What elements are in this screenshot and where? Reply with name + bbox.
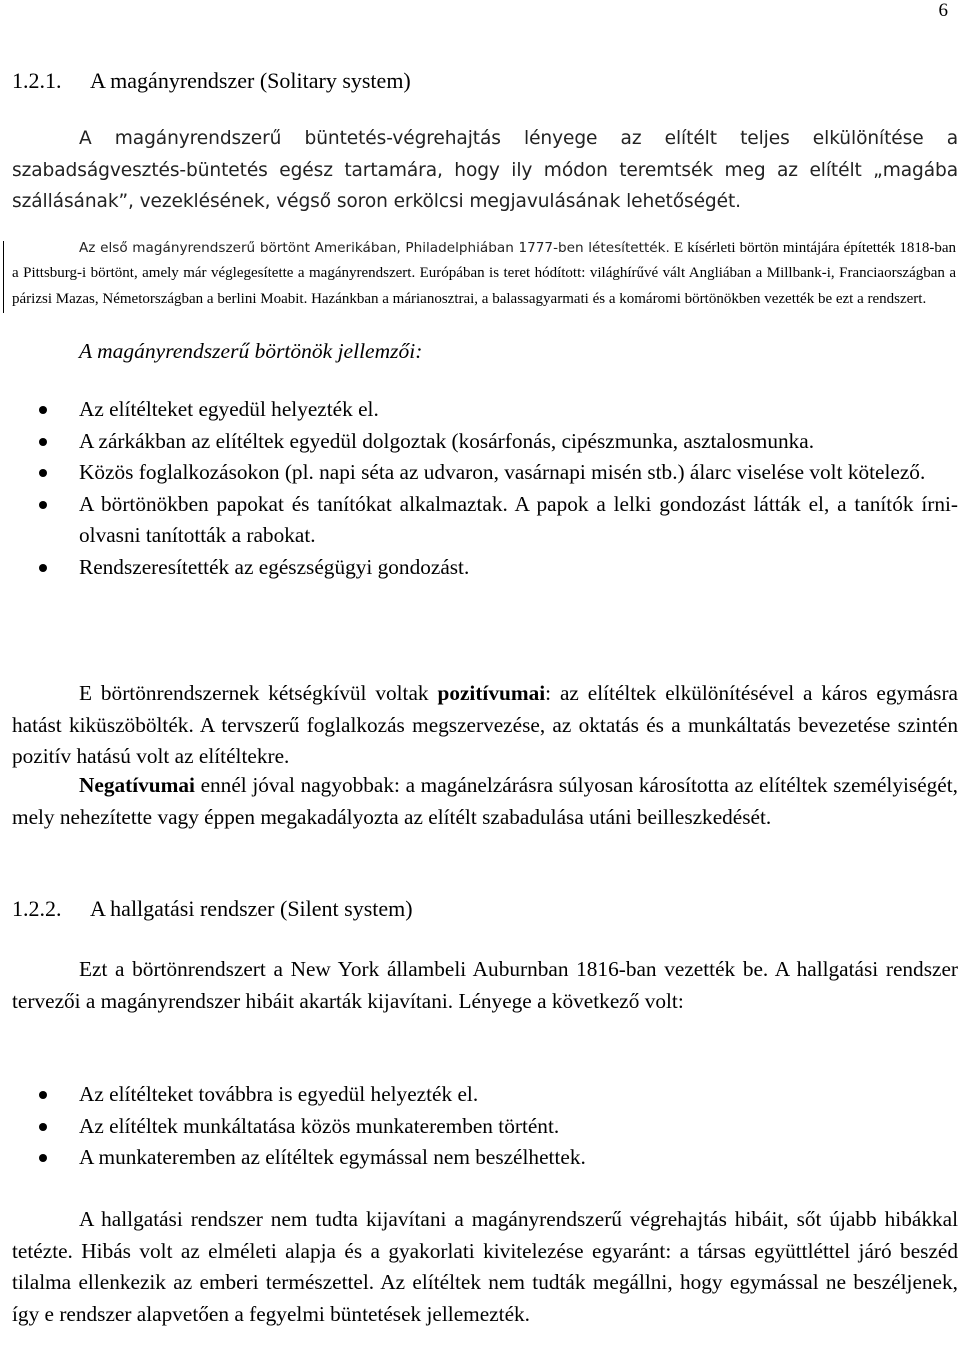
section-number: 1.2.1. [12,68,62,93]
bullet-icon [39,1154,47,1162]
history-note-rest: E kísérleti börtön mintájára építették 1818-ban a Pittsburg-i börtönt, amely már véglegesítette a magányrendszert. Európában is teret hódított: világhírűvé vált Angliában a Millbank-i, Franciaországban a párizsi Mazas, Németországban a berlini Moabit. Hazánkban a márianosztrai, a balassagyarmati és a komáromi börtönökben vezették be ezt a rendszert. [12,240,956,307]
features-title: A magányrendszerű börtönök jellemzői: [79,339,423,363]
list-item: A börtönökben papokat és tanítókat alkalmaztak. A papok a lelki gondozást látták el, a tanítók írni-olvasni tanították a rabokat. [12,489,958,552]
bullet-icon [39,564,47,572]
bullet-icon [39,1123,47,1131]
section-title: A hallgatási rendszer (Silent system) [90,896,413,921]
section-heading-1-2-2 [12,896,413,922]
list-item: Közös foglalkozásokon (pl. napi séta az udvaron, vasárnapi misén stb.) álarc viselése volt kötelező. [12,457,958,489]
intro-paragraph: A magányrendszerű büntetés-végrehajtás lényege az elítélt teljes elkülönítése a szabadságvesztés-büntetés egész tartamára, hogy ily módon teremtsék meg az elítélt „magába szállásának”, vezeklésének, végső soron erkölcsi megjavulásának lehetőségét. [12,128,958,213]
negatives-paragraph: Negatívumai ennél jóval nagyobbak: a magánelzárásra súlyosan károsította az elítéltek személyiségét, mely nehezítette vagy éppen megakadályozta az elítélt szabadulása utáni beilleszkedését. [12,773,958,829]
list-item: A munkateremben az elítéltek egymással nem beszélhettek. [12,1142,958,1174]
list-item: Az elítélteket egyedül helyezték el. [12,394,958,426]
page-number: 6 [938,0,948,21]
section-heading-1-2-1 [12,68,411,94]
negatives-term: Negatívumai [79,773,195,797]
section-title: A magányrendszer (Solitary system) [90,68,411,93]
positives-paragraph: E börtönrendszernek kétségkívül voltak pozitívumai: az elítéltek elkülönítésével a káros egymásra hatást kiküszöbölték. A tervszerű foglalkozás megszervezése, az oktatás és a munkáltatás bevezetése szintén pozitív hatású volt az elítéltekre. [12,681,958,768]
list-item: A zárkákban az elítéltek egyedül dolgoztak (kosárfonás, cipészmunka, asztalosmunka. [12,426,958,458]
bullet-icon [39,406,47,414]
history-note [12,236,956,312]
bullet-icon [39,438,47,446]
bullet-icon [39,501,47,509]
positives-term: pozitívumai [437,681,546,705]
bullet-icon [39,469,47,477]
list-item: Az elítéltek munkáltatása közös munkateremben történt. [12,1111,958,1143]
note-margin-bar [3,241,4,313]
features-list [12,394,958,583]
closing-paragraph: A hallgatási rendszer nem tudta kijavítani a magányrendszerű végrehajtás hibáit, sőt újabb hibákkal tetézte. Hibás volt az elméleti alapja és a gyakorlati kivitelezése egyaránt: a társas együttléttel járó beszéd tilalma ellenkezik az emberi természettel. Az elítéltek nem tudták megállni, hogy egymással ne beszéljenek, így e rendszer alapvetően a fegyelmi büntetések jellemezték. [12,1207,958,1326]
silent-features-list [12,1079,958,1174]
history-note-first-sentence: Az első magányrendszerű börtönt Amerikában, Philadelphiában 1777-ben létesítették. [79,240,670,256]
silent-intro-paragraph: Ezt a börtönrendszert a New York állambeli Auburnban 1816-ban vezették be. A hallgatási rendszer tervezői a magányrendszer hibáit akarták kijavítani. Lényege a következő volt: [12,957,958,1013]
list-item: Az elítélteket továbbra is egyedül helyezték el. [12,1079,958,1111]
bullet-icon [39,1091,47,1099]
section-number: 1.2.2. [12,896,62,921]
list-item: Rendszeresítették az egészségügyi gondozást. [12,552,958,584]
